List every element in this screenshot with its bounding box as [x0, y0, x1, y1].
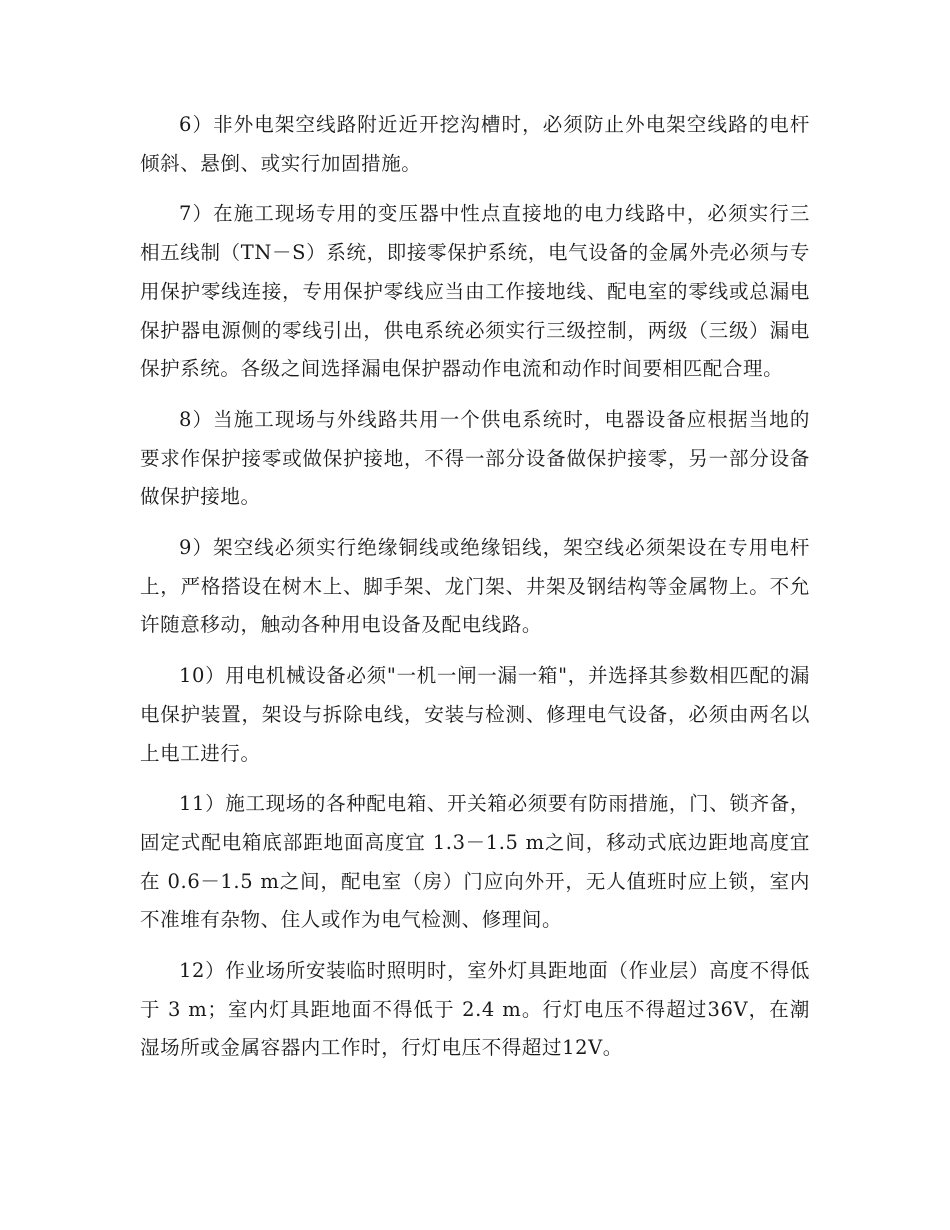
paragraph-item-10: 10）用电机械设备必须"一机一闸一漏一箱"，并选择其参数相匹配的漏电保护装置，架设与拆除电线，安装与检测、修理电气设备，必须由两名以上电工进行。	[140, 664, 810, 765]
paragraph-item-8: 8）当施工现场与外线路共用一个供电系统时，电器设备应根据当地的要求作保护接零或做保护接地，不得一部分设备做保护接零，另一部分设备做保护接地。	[140, 407, 810, 509]
document-page	[140, 106, 810, 1080]
paragraph-item-6: 6）非外电架空线路附近近开挖沟槽时，必须防止外电架空线路的电杆倾斜、悬倒、或实行加固措施。	[140, 113, 810, 175]
paragraph-item-9: 9）架空线必须实行绝缘铜线或绝缘铝线，架空线必须架设在专用电杆上，严格搭设在树木上、脚手架、龙门架、井架及钢结构等金属物上。不允许随意移动，触动各种用电设备及配电线路。	[140, 536, 810, 637]
paragraph-item-11: 11）施工现场的各种配电箱、开关箱必须要有防雨措施，门、锁齐备，固定式配电箱底部距地面高度宜 1.3－1.5 m之间，移动式底边距地高度宜在 0.6－1.5 m之间，配电室（房）门应向外开，无人值班时应上锁，室内不准堆有杂物、住人或作为电气检测、修理间。	[140, 792, 810, 932]
paragraph-item-7: 7）在施工现场专用的变压器中性点直接地的电力线路中，必须实行三相五线制（TN－S）系统，即接零保护系统，电气设备的金属外壳必须与专用保护零线连接，专用保护零线应当由工作接地线、配电室的零线或总漏电保护器电源侧的零线引出，供电系统必须实行三级控制，两级（三级）漏电保护系统。各级之间选择漏电保护器动作电流和动作时间要相匹配合理。	[140, 202, 810, 381]
paragraph-item-12: 12）作业场所安装临时照明时，室外灯具距地面（作业层）高度不得低于 3 m；室内灯具距地面不得低于 2.4 m。行灯电压不得超过36V，在潮湿场所或金属容器内工作时，行灯电压不得超过12V。	[140, 959, 810, 1060]
